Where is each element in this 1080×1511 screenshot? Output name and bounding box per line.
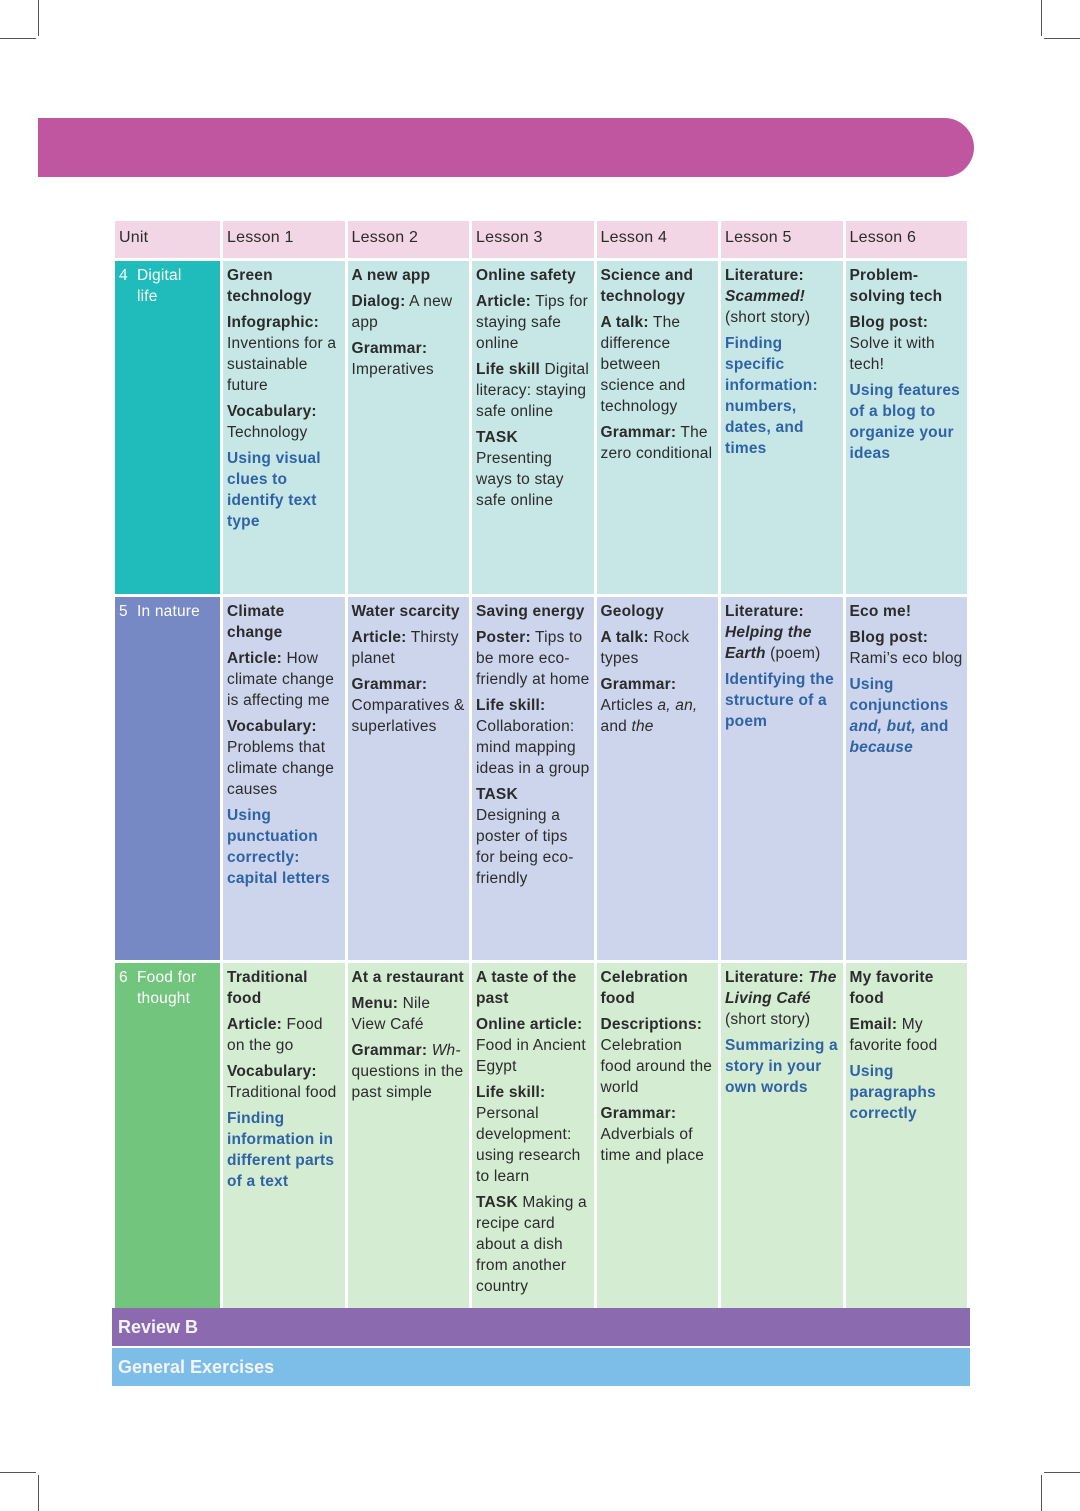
lesson-paragraph: [601, 1103, 716, 1166]
lesson-paragraph: [227, 401, 342, 443]
lesson-cell: [846, 963, 968, 1309]
lesson-text: (short story): [725, 309, 811, 326]
lesson-paragraph: [601, 674, 716, 737]
lesson-text: The Living Café: [725, 969, 837, 1007]
lesson-text: TASK: [476, 786, 518, 803]
lesson-text: Descriptions:: [600, 1016, 703, 1033]
lesson-text: Life skill: [476, 361, 541, 378]
crop-mark: [1044, 1472, 1080, 1473]
lesson-cell: [223, 597, 345, 960]
review-b-label: Review B: [118, 1317, 199, 1337]
column-header-lesson-3: Lesson 3: [472, 221, 594, 258]
lesson-paragraph: [476, 291, 591, 354]
lesson-paragraph: [476, 359, 591, 422]
lesson-text: The zero conditional: [600, 424, 713, 462]
lesson-cell: [846, 261, 968, 594]
header-banner: [38, 118, 974, 177]
lesson-text: Grammar:: [600, 424, 677, 441]
lesson-paragraph: [725, 669, 840, 732]
lesson-text: Climate change: [227, 603, 285, 641]
lesson-cell: [348, 963, 470, 1309]
lesson-text: Geology: [600, 603, 664, 620]
lesson-text: Summarizing a story in your own words: [725, 1037, 838, 1096]
lesson-text: Vocabulary:: [227, 718, 317, 735]
lesson-paragraph: [476, 1192, 591, 1297]
header-row: [115, 221, 967, 258]
lesson-paragraph: [476, 1014, 591, 1077]
lesson-text: Literature:: [725, 267, 804, 284]
lesson-text: Celebration food: [600, 969, 688, 1007]
lesson-paragraph: [725, 265, 840, 328]
lesson-text: The difference between science and technology: [600, 314, 686, 415]
lesson-text: Making a recipe card about a dish from another country: [476, 1194, 587, 1295]
lesson-text: Poster:: [476, 629, 531, 646]
lesson-text: Designing a poster of tips for being eco-friendly: [476, 807, 574, 887]
lesson-cell: [472, 261, 594, 594]
lesson-text: Grammar:: [600, 676, 677, 693]
lesson-text: Using punctuation correctly: capital letters: [227, 807, 330, 887]
lesson-paragraph: [601, 967, 716, 1009]
lesson-text: Personal development: using research to learn: [476, 1105, 581, 1185]
lesson-text: TASK: [476, 429, 518, 446]
lesson-paragraph: [352, 967, 467, 988]
lesson-text: Life skill:: [476, 697, 546, 714]
lesson-text: Tips to be more eco-friendly at home: [476, 629, 590, 688]
crop-mark: [38, 0, 39, 36]
lesson-text: Dialog:: [351, 293, 406, 310]
lesson-paragraph: [227, 312, 342, 396]
review-b-bar: [112, 1308, 970, 1346]
lesson-text: Food in Ancient Egypt: [476, 1037, 586, 1075]
lesson-paragraph: [601, 601, 716, 622]
lesson-text: because: [849, 739, 913, 756]
lesson-paragraph: [476, 967, 591, 1009]
unit-title: life: [137, 288, 158, 305]
unit-row-6: [115, 963, 967, 1309]
lesson-paragraph: [352, 291, 467, 333]
lesson-text: Online article:: [476, 1016, 583, 1033]
lesson-text: (short story): [725, 1011, 811, 1028]
lesson-cell: [597, 261, 719, 594]
lesson-cell: [597, 963, 719, 1309]
lesson-paragraph: [601, 422, 716, 464]
lesson-paragraph: [476, 601, 591, 622]
lesson-paragraph: [227, 448, 342, 532]
column-header-lesson-5: Lesson 5: [721, 221, 843, 258]
lesson-text: Article:: [227, 1016, 283, 1033]
lesson-paragraph: [476, 427, 591, 511]
lesson-paragraph: [850, 1014, 965, 1056]
lesson-paragraph: [476, 265, 591, 286]
lesson-text: A talk:: [600, 314, 649, 331]
lesson-paragraph: [850, 627, 965, 669]
column-header-lesson-1: Lesson 1: [223, 221, 345, 258]
lesson-paragraph: [476, 1082, 591, 1187]
lesson-text: Using features of a blog to organize your ideas: [849, 382, 960, 462]
lesson-text: How climate change is affecting me: [227, 650, 335, 709]
lesson-text: Problems that climate change causes: [227, 739, 335, 798]
lesson-text: Using visual clues to identify text type: [227, 450, 321, 530]
column-header-lesson-4: Lesson 4: [597, 221, 719, 258]
lesson-paragraph: [601, 312, 716, 417]
general-exercises-bar: [112, 1348, 970, 1386]
lesson-text: the: [631, 718, 654, 735]
column-header-unit: Unit: [115, 221, 220, 258]
unit-number: 4: [119, 267, 128, 284]
lesson-text: questions in the past simple: [351, 1063, 464, 1101]
lesson-paragraph: [352, 338, 467, 380]
lesson-text: A new app: [351, 267, 431, 284]
lesson-text: Article:: [476, 293, 532, 310]
lesson-text: Using paragraphs correctly: [849, 1063, 936, 1122]
lesson-text: Grammar:: [351, 676, 428, 693]
lesson-paragraph: [850, 601, 965, 622]
lesson-text: Vocabulary:: [227, 1063, 317, 1080]
lesson-text: and, but,: [849, 718, 916, 735]
general-exercises-label: General Exercises: [118, 1357, 275, 1377]
lesson-paragraph: [725, 601, 840, 664]
lesson-cell: [597, 597, 719, 960]
crop-mark: [0, 1472, 36, 1473]
lesson-text: My favorite food: [849, 969, 934, 1007]
lesson-text: Rami’s eco blog: [849, 650, 963, 667]
lesson-text: Articles: [600, 697, 658, 714]
lesson-text: Adverbials of time and place: [600, 1126, 705, 1164]
lesson-text: Eco me!: [849, 603, 912, 620]
lesson-paragraph: [227, 716, 342, 800]
lesson-text: Traditional food: [227, 1084, 337, 1101]
lesson-paragraph: [352, 627, 467, 669]
lesson-paragraph: [227, 1061, 342, 1103]
unit-title: thought: [137, 990, 191, 1007]
unit-row-5: [115, 597, 967, 960]
lesson-cell: [721, 963, 843, 1309]
lesson-cell: [721, 597, 843, 960]
lesson-paragraph: [227, 1014, 342, 1056]
lesson-paragraph: [476, 784, 591, 889]
lesson-text: Food on the go: [227, 1016, 323, 1054]
lesson-paragraph: [352, 601, 467, 622]
lesson-paragraph: [725, 333, 840, 459]
unit-cell: [115, 261, 220, 594]
lesson-text: Identifying the structure of a poem: [725, 671, 834, 730]
lesson-cell: [721, 261, 843, 594]
lesson-text: Inventions for a sustainable future: [227, 335, 337, 394]
lesson-paragraph: [352, 674, 467, 737]
lesson-paragraph: [227, 648, 342, 711]
lesson-text: Literature:: [725, 969, 804, 986]
column-header-lesson-2: Lesson 2: [348, 221, 470, 258]
lesson-text: Saving energy: [476, 603, 585, 620]
lesson-paragraph: [227, 805, 342, 889]
lesson-text: Grammar:: [600, 1105, 677, 1122]
lesson-text: and: [915, 718, 949, 735]
lesson-paragraph: [601, 1014, 716, 1098]
lesson-text: (poem): [765, 645, 821, 662]
lesson-text: A taste of the past: [476, 969, 577, 1007]
lesson-paragraph: [850, 380, 965, 464]
unit-cell: [115, 963, 220, 1309]
lesson-paragraph: [352, 993, 467, 1035]
column-header-lesson-6: Lesson 6: [846, 221, 968, 258]
lesson-text: Email:: [849, 1016, 898, 1033]
lesson-cell: [348, 261, 470, 594]
lesson-text: Nile View Café: [351, 995, 431, 1033]
lesson-text: Thirsty planet: [351, 629, 459, 667]
lesson-text: Solve it with tech!: [849, 335, 935, 373]
crop-mark: [0, 38, 36, 39]
lesson-text: Problem-solving tech: [849, 267, 943, 305]
lesson-text: Article:: [351, 629, 407, 646]
lesson-text: a, an,: [657, 697, 698, 714]
unit-title: In nature: [137, 603, 200, 620]
crop-mark: [38, 1475, 39, 1511]
lesson-cell: [846, 597, 968, 960]
lesson-paragraph: [725, 1035, 840, 1098]
lesson-paragraph: [227, 601, 342, 643]
contents-table: [112, 218, 970, 1312]
lesson-text: Helping the Earth: [725, 624, 812, 662]
lesson-cell: [223, 963, 345, 1309]
lesson-text: Tips for staying safe online: [476, 293, 588, 352]
lesson-text: Menu:: [351, 995, 399, 1012]
crop-mark: [1041, 1475, 1042, 1511]
lesson-text: Traditional food: [227, 969, 308, 1007]
unit-number: 6: [119, 969, 128, 986]
lesson-text: Science and technology: [600, 267, 694, 305]
lesson-text: Blog post:: [849, 314, 929, 331]
lesson-text: Infographic:: [227, 314, 319, 331]
lesson-text: A new app: [351, 293, 453, 331]
lesson-text: TASK: [476, 1194, 518, 1211]
lesson-text: Finding information in different parts of a text: [227, 1110, 335, 1190]
lesson-paragraph: [476, 627, 591, 690]
lesson-text: Finding specific information: numbers, dates, and times: [725, 335, 818, 457]
lesson-paragraph: [725, 967, 840, 1030]
lesson-text: Life skill:: [476, 1084, 546, 1101]
lesson-text: and: [600, 718, 632, 735]
lesson-text: Celebration food around the world: [600, 1037, 713, 1096]
lesson-text: Article:: [227, 650, 283, 667]
unit-cell: [115, 597, 220, 960]
lesson-cell: [472, 597, 594, 960]
lesson-text: Digital literacy: staying safe online: [476, 361, 590, 420]
lesson-text: Online safety: [476, 267, 576, 284]
lesson-paragraph: [850, 1061, 965, 1124]
lesson-text: Scammed!: [725, 288, 805, 305]
crop-mark: [1041, 0, 1042, 36]
lesson-paragraph: [352, 265, 467, 286]
lesson-text: My favorite food: [849, 1016, 938, 1054]
lesson-paragraph: [352, 1040, 467, 1103]
lesson-text: At a restaurant: [351, 969, 464, 986]
lesson-paragraph: [850, 312, 965, 375]
lesson-paragraph: [227, 265, 342, 307]
unit-row-4: [115, 261, 967, 594]
lesson-paragraph: [476, 695, 591, 779]
lesson-text: Comparatives & superlatives: [351, 697, 465, 735]
unit-title: Digital: [137, 267, 182, 284]
lesson-paragraph: [850, 967, 965, 1009]
lesson-cell: [223, 261, 345, 594]
lesson-paragraph: [850, 674, 965, 758]
lesson-text: Using conjunctions: [849, 676, 949, 714]
lesson-paragraph: [850, 265, 965, 307]
unit-title: Food for: [137, 969, 197, 986]
lesson-text: Literature:: [725, 603, 804, 620]
lesson-text: Grammar:: [351, 1042, 428, 1059]
lesson-text: A talk:: [600, 629, 649, 646]
lesson-text: Vocabulary:: [227, 403, 317, 420]
crop-mark: [1044, 38, 1080, 39]
lesson-text: Presenting ways to stay safe online: [476, 450, 564, 509]
lesson-text: Green technology: [227, 267, 312, 305]
lesson-text: Blog post:: [849, 629, 929, 646]
lesson-text: Collaboration: mind mapping ideas in a group: [476, 718, 590, 777]
lesson-text: Rock types: [600, 629, 690, 667]
lesson-text: Technology: [227, 424, 308, 441]
lesson-cell: [348, 597, 470, 960]
lesson-paragraph: [601, 265, 716, 307]
lesson-text: Grammar:: [351, 340, 428, 357]
lesson-text: Wh-: [431, 1042, 461, 1059]
unit-number: 5: [119, 603, 128, 620]
lesson-paragraph: [227, 967, 342, 1009]
lesson-paragraph: [601, 627, 716, 669]
lesson-text: Imperatives: [351, 361, 434, 378]
lesson-cell: [472, 963, 594, 1309]
lesson-text: Water scarcity: [351, 603, 460, 620]
lesson-paragraph: [227, 1108, 342, 1192]
